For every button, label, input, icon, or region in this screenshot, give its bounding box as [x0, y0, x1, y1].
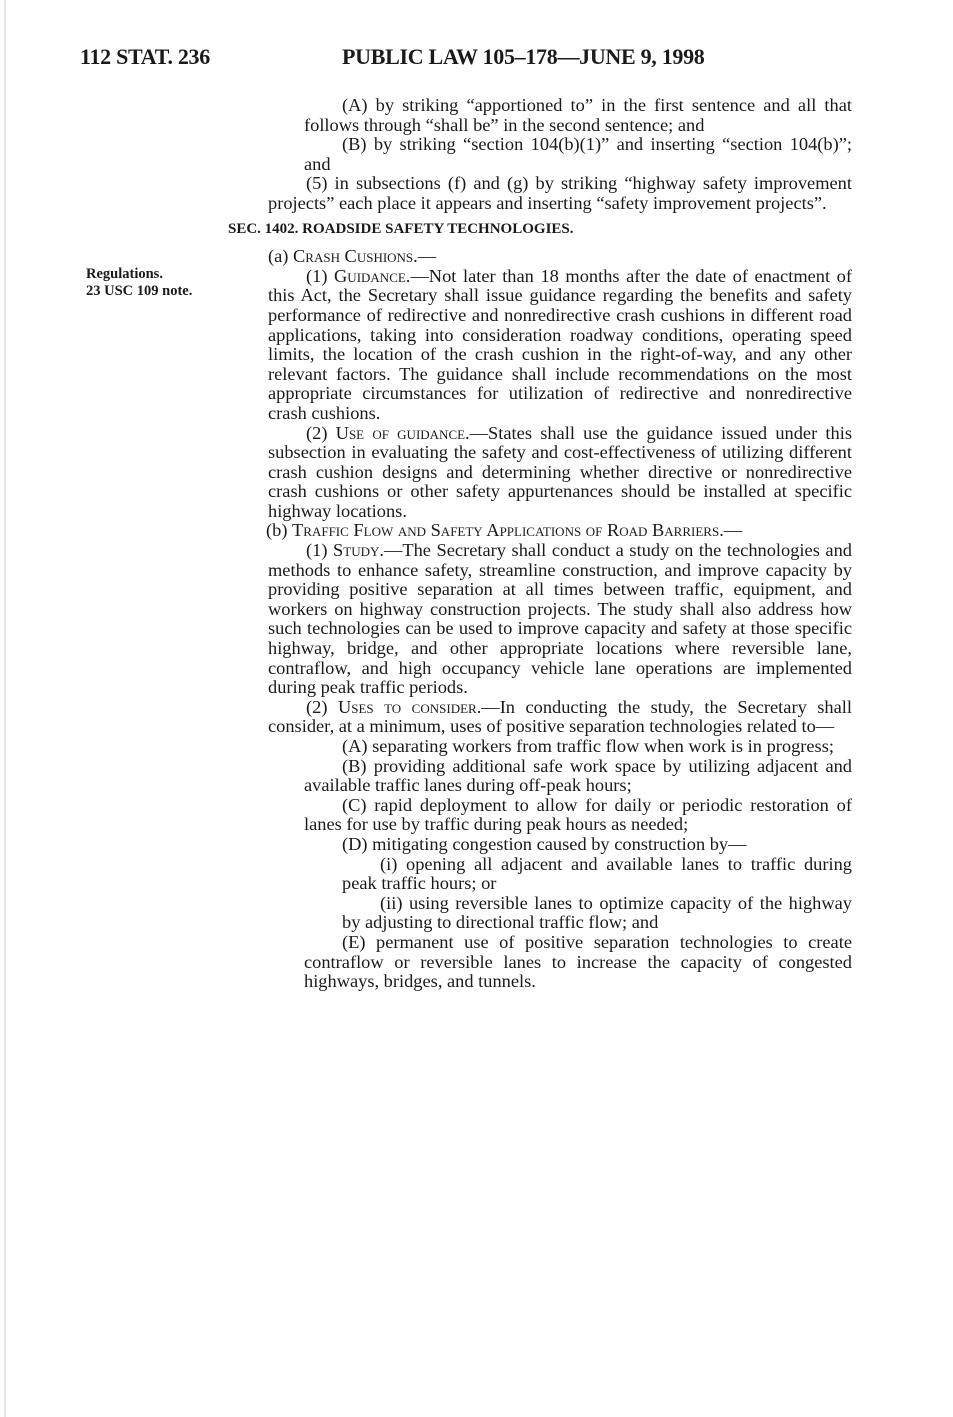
paragraph: [228, 541, 852, 698]
margin-note-line: Regulations.: [86, 266, 163, 282]
paragraph-title: Study.: [333, 540, 384, 561]
paragraph: [228, 267, 852, 424]
margin-note: [86, 266, 192, 300]
document-body: [228, 96, 852, 992]
label: (b): [266, 520, 293, 541]
paragraph-text: —The Secretary shall conduct a study on the technologies and methods to enhance safety, streamline construction, and improve capacity by providing positive separation at all times between traffic, equipment, and workers on highway construction projects. The study shall also address how such technologies can be used to improve capacity and safety at those specific highway, bridge, and other appropriate locations where reversible lane, contraflow, and high occupancy vehicle lane operations are implemented during peak traffic periods.: [268, 540, 852, 698]
paragraph-title: Use of guidance.: [335, 422, 470, 443]
label: (2): [306, 696, 338, 717]
subsection-title: Traffic Flow and Safety Applications of Road Barriers.—: [292, 520, 743, 541]
paragraph: (5) in subsections (f) and (g) by striking “highway safety improvement projects” each place it appears and inserting “safety improvement projects”.: [268, 173, 852, 213]
label: (1): [306, 265, 335, 286]
paragraph: (B) providing additional safe work space by utilizing adjacent and available traffic lanes during off-peak hours;: [304, 755, 852, 796]
page-reference: 112 STAT. 236: [80, 44, 210, 69]
label: (2): [306, 422, 336, 443]
section-heading: SEC. 1402. ROADSIDE SAFETY TECHNOLOGIES.: [228, 220, 574, 237]
subsection-title: Crash Cushions.—: [293, 246, 437, 267]
paragraph: (D) mitigating congestion caused by construction by—: [342, 833, 747, 854]
paragraph-text: —Not later than 18 months after the date of enactment of this Act, the Secretary shall issue guidance regarding the benefits and safety performance of redirective and nonredirective crash cushions in different road applications, taking into consideration roadway conditions, operating speed limits, the location of the crash cushion in the right-of-way, and any other relevant factors. The guidance shall include recommendations on the most appropriate circumstances for utilization of redirective and nonredirective crash cushions.: [268, 265, 852, 423]
paragraph-text: —In conducting the study, the Secretary shall consider, at a minimum, uses of positive separation technologies related to—: [268, 696, 852, 737]
paragraph: [228, 698, 852, 737]
paragraph: (A) separating workers from traffic flow when work is in progress;: [342, 736, 834, 756]
page-header: [80, 44, 880, 74]
subsection-heading: [228, 521, 852, 541]
paragraph: (B) by striking “section 104(b)(1)” and inserting “section 104(b)”; and: [304, 134, 852, 174]
paragraph: [228, 424, 852, 522]
paragraph-title: Uses to consider.: [337, 696, 482, 717]
paragraph: (E) permanent use of positive separation technologies to create contraflow or reversible lanes to increase the capacity of congested highways, bridges, and tunnels.: [304, 931, 852, 992]
paragraph: (i) opening all adjacent and available lanes to traffic during peak traffic hours; or: [342, 853, 852, 894]
label: (a): [268, 246, 294, 267]
paragraph: (A) by striking “apportioned to” in the first sentence and all that follows through “shall be” in the second sentence; and: [304, 95, 852, 135]
law-title: PUBLIC LAW 105–178—JUNE 9, 1998: [342, 44, 705, 69]
scan-edge: [4, 0, 6, 1417]
paragraph: (C) rapid deployment to allow for daily or periodic restoration of lanes for use by traffic during peak hours as needed;: [304, 794, 852, 835]
paragraph: (ii) using reversible lanes to optimize capacity of the highway by adjusting to directional traffic flow; and: [342, 892, 852, 933]
paragraph-title: Guidance.: [334, 265, 411, 286]
subsection-heading: [228, 247, 852, 267]
paragraph-text: —States shall use the guidance issued under this subsection in evaluating the safety and cost-effectiveness of utilizing different crash cushion designs and determining whether directive or nonredirective crash cushions or other safety appurtenances should be installed at specific highway locations.: [268, 422, 852, 521]
label: (1): [306, 540, 334, 561]
margin-note-line: 23 USC 109 note.: [86, 283, 193, 299]
